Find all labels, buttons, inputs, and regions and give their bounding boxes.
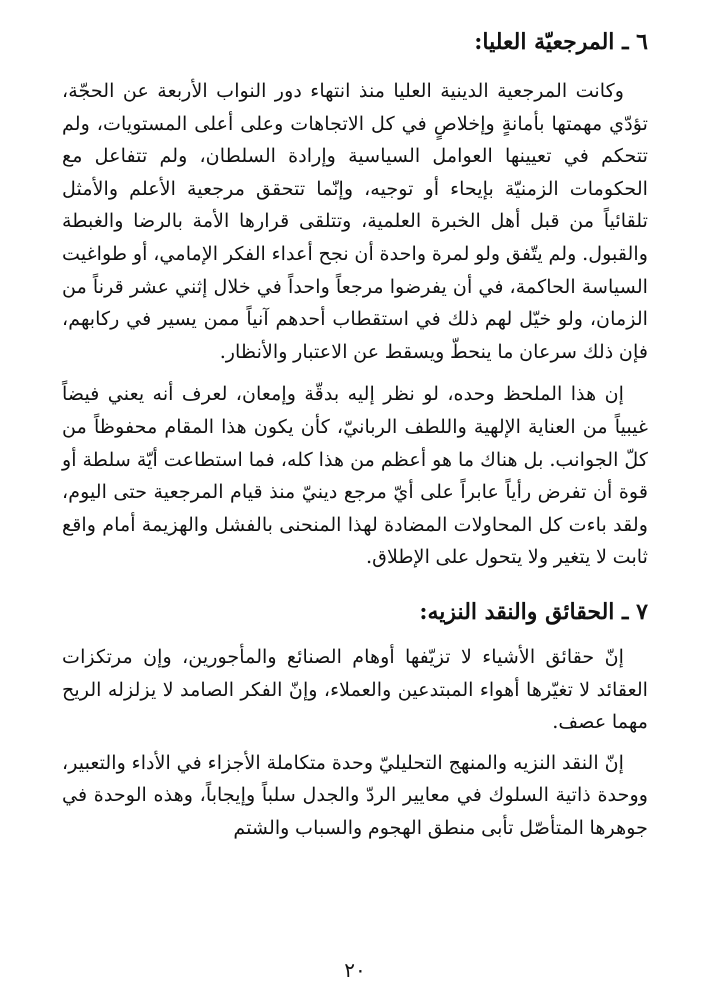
paragraph-marjaiya-history: وكانت المرجعية الدينية العليا منذ انتهاء دور النواب الأربعة عن الحجّة، تؤدّي مهمتها بأمانةٍ وإخلاصٍ في كل الاتجاهات وعلى أعلى المستويات، ولم تتحكم في تعيينها العوامل السياسية وإرادة السلطان، ولم تتفاعل مع الحكومات الزمنيّة بإيحاء أو توجيه، وإنّما تتحقق مرجعية الأعلم والأمثل تلقائياً من قبل أهل الخبرة العلمية، وتتلقى قرارها الأمة بالرضا والغبطة والقبول. ولم يتّفق ولو لمرة واحدة أن نجح أعداء الفكر الإمامي، أو طواغيت السياسة الحاكمة، في أن يفرضوا مرجعاً واحداً في خلال إثني عشر قرناً من الزمان، ولو خيّل لهم ذلك في استقطاب أحدهم آنياً ممن يسير في ركابهم، فإن ذلك سرعان ما ينحطّ ويسقط عن الاعتبار والأنظار. [62, 79, 648, 363]
document-page [62, 22, 648, 844]
paragraph-honest-criticism: إنّ النقد النزيه والمنهج التحليليّ وحدة متكاملة الأجزاء في الأداء والتعبير، ووحدة ذاتية السلوك في معايير الردّ والجدل سلباً وإيجاباً، وهذه الوحدة في جوهرها المتأصّل تأبى منطق الهجوم والسباب والشتم [62, 750, 648, 839]
section-heading-7: ٧ ـ الحقائق والنقد النزيه: [419, 598, 648, 625]
section-heading-6: ٦ ـ المرجعيّة العليا: [474, 29, 648, 55]
paragraph-truths: إنّ حقائق الأشياء لا تزيّفها أوهام الصنائع والمأجورين، وإن مرتكزات العقائد لا تغيّرها أهواء المبتدعين والعملاء، وإنّ الفكر الصامد لا يزلزله الريح مهما عصف. [62, 644, 648, 734]
page-number: ٢٠ [344, 958, 366, 982]
paragraph-divine-care: إن هذا الملحظ وحده، لو نظر إليه بدقّة وإمعان، لعرف أنه يعني فيضاً غيبياً من العناية الإلهية واللطف الربانيّ، كأن يكون هذا المقام محفوظاً من كلّ الجوانب. بل هناك ما هو أعظم من هذا كله، فما استطاعت أيّة سلطة أو قوة أن تفرض رأياً عابراً على أيّ مرجع دينيّ منذ قيام المرجعية حتى اليوم، ولقد باءت كل المحاولات المضادة لهذا المنحنى بالفشل والهزيمة أمام واقع ثابت لا يتغير ولا يتحول على الإطلاق. [62, 382, 648, 569]
